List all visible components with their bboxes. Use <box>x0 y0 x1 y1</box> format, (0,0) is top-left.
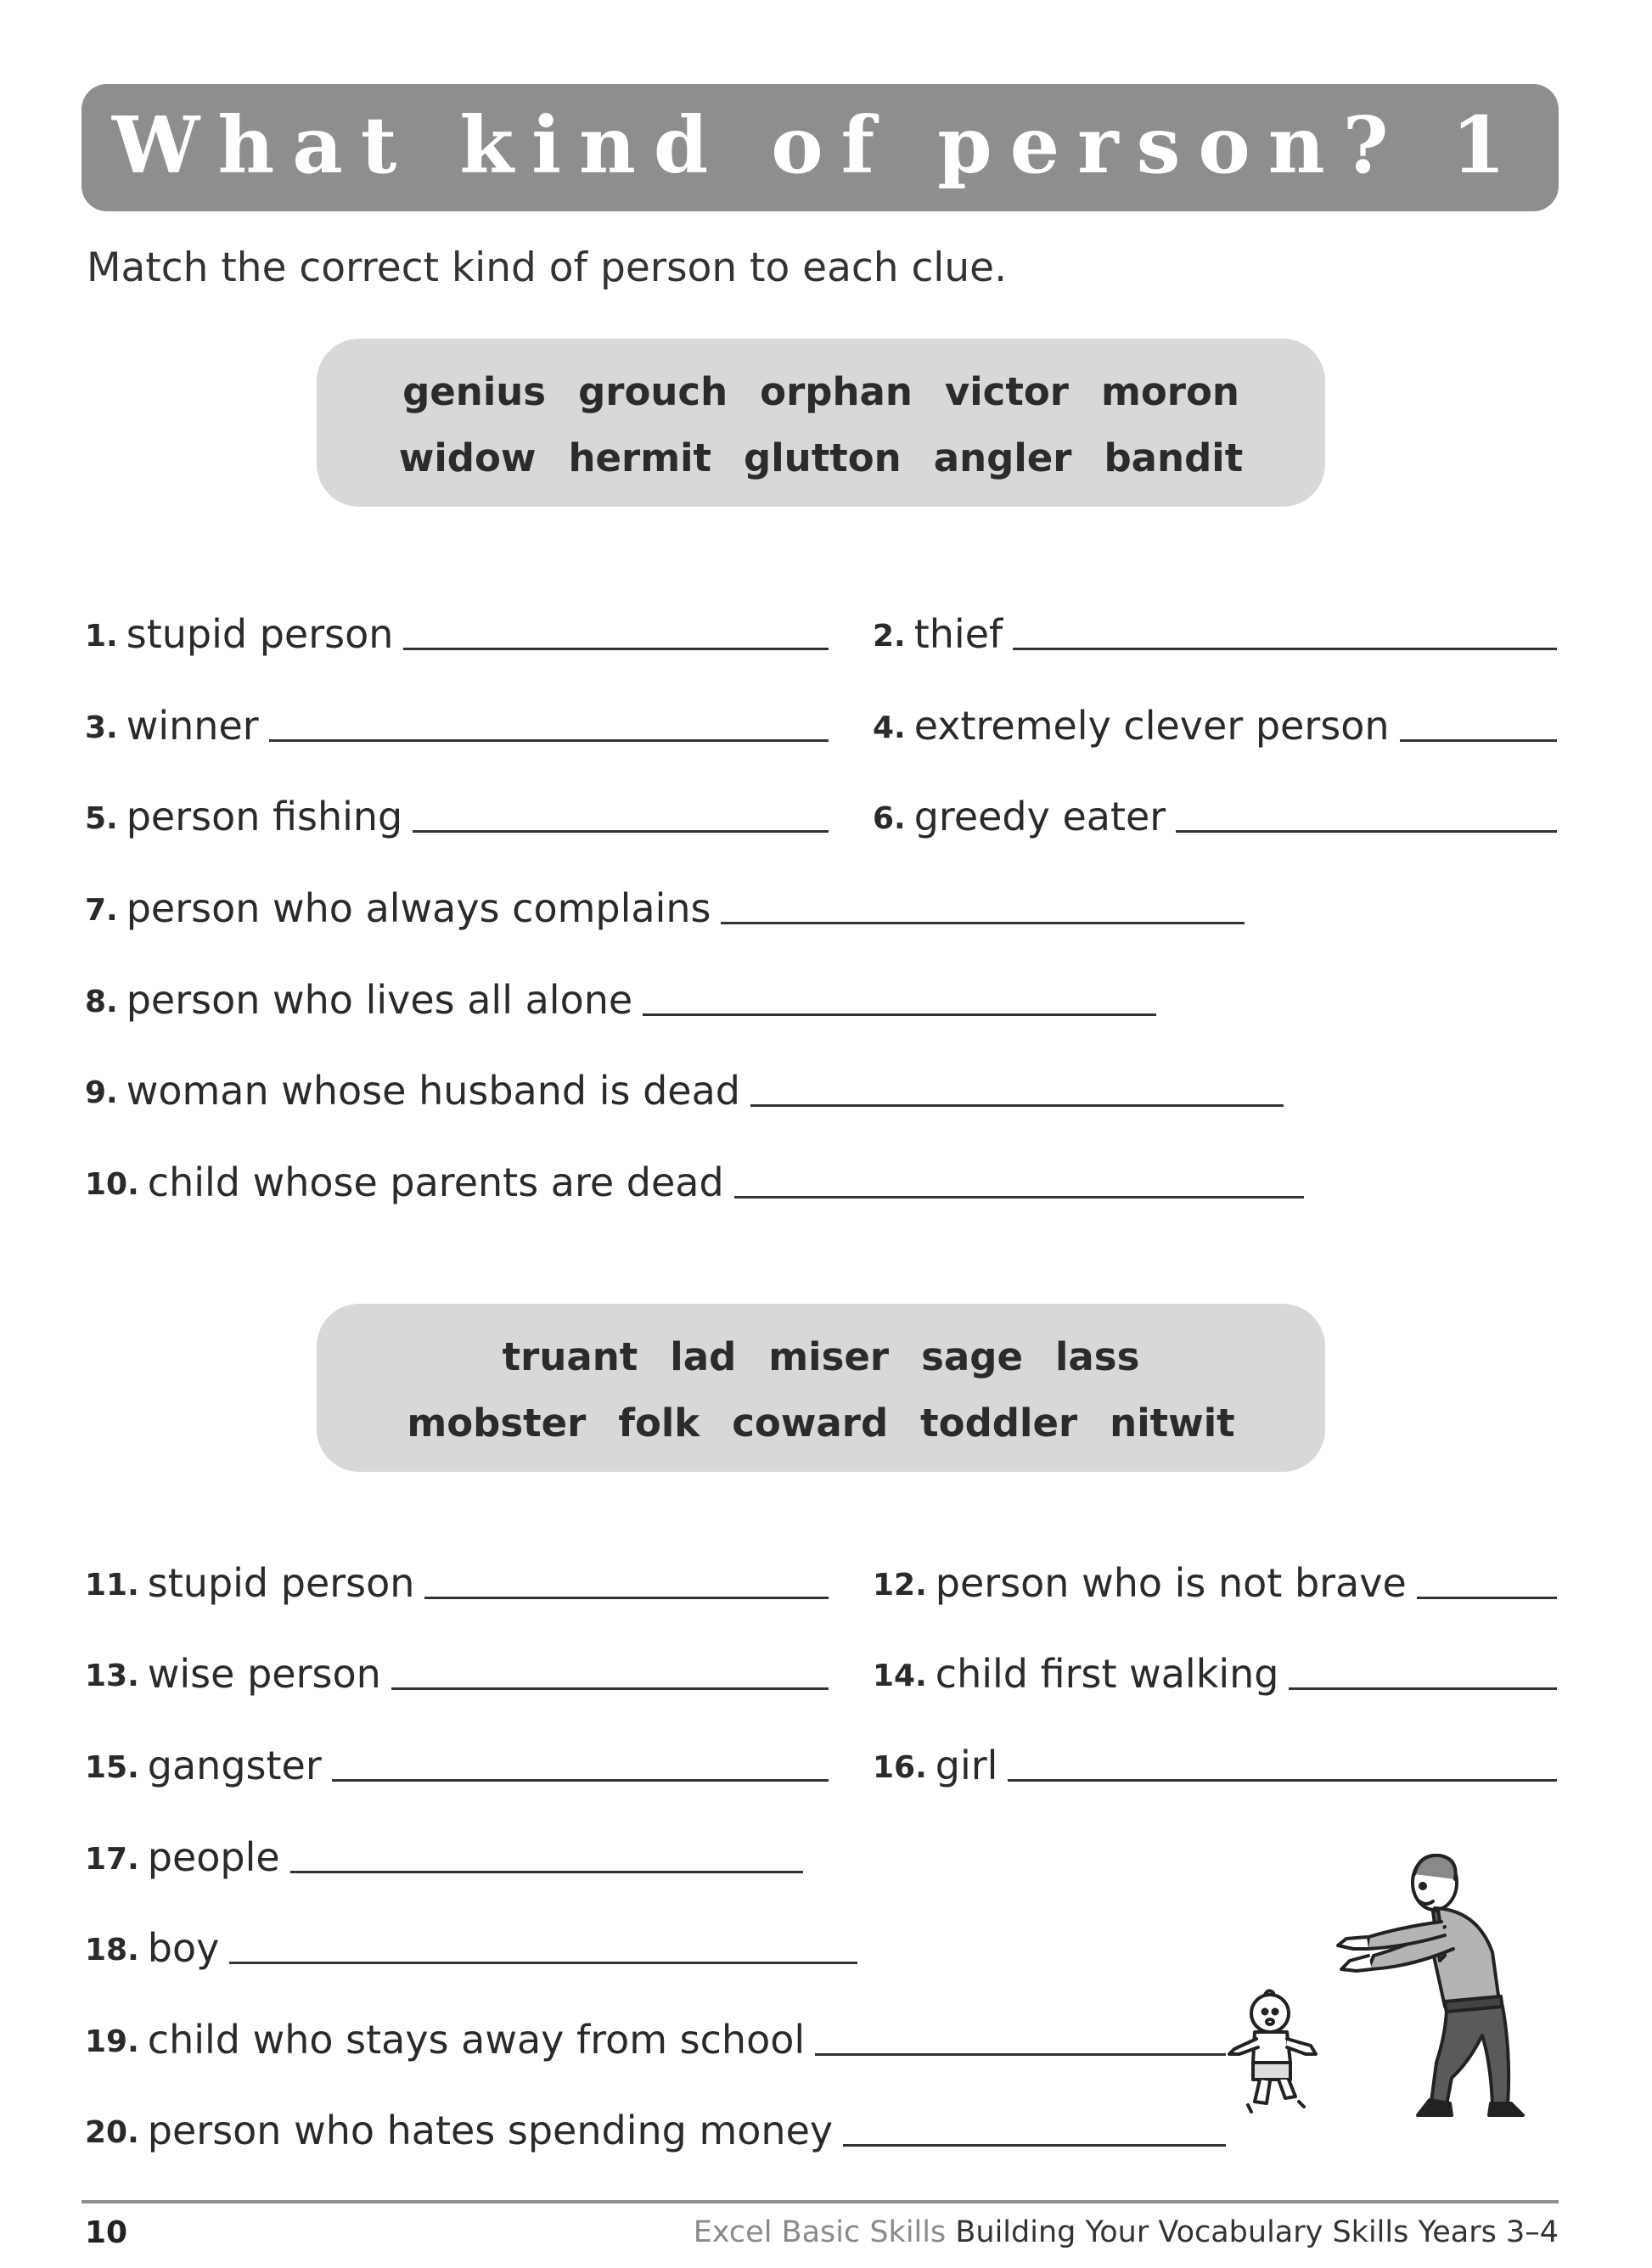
answer-line[interactable] <box>1008 1777 1557 1782</box>
question-number: 18. <box>85 1933 139 1968</box>
question-16 <box>873 1737 1557 1788</box>
question-2 <box>873 606 1557 657</box>
question-number: 3. <box>85 710 118 745</box>
page-number: 10 <box>85 2215 128 2250</box>
answer-line[interactable] <box>1013 646 1557 650</box>
word: coward <box>732 1401 889 1446</box>
word: orphan <box>760 369 913 414</box>
answer-line[interactable] <box>843 2142 1226 2147</box>
series-name: Excel Basic Skills <box>693 2215 947 2249</box>
question-number: 4. <box>873 710 906 745</box>
question-number: 13. <box>85 1659 139 1693</box>
question-clue: child first walking <box>935 1651 1279 1697</box>
question-number: 16. <box>873 1750 927 1785</box>
question-number: 9. <box>85 1075 118 1110</box>
page-title: What kind of person? 1 <box>112 99 1524 191</box>
question-number: 17. <box>85 1842 139 1877</box>
word-bank-1-row-2 <box>317 435 1325 480</box>
question-clue: thief <box>913 611 1003 657</box>
word-bank-2-row-2 <box>317 1401 1325 1446</box>
answer-line[interactable] <box>1417 1595 1557 1599</box>
question-3 <box>85 698 829 749</box>
question-20 <box>85 2102 1226 2153</box>
question-5 <box>85 789 829 839</box>
question-clue: wise person <box>147 1651 381 1697</box>
question-number: 2. <box>873 619 906 654</box>
answer-line[interactable] <box>229 1960 857 1964</box>
word: mobster <box>407 1401 587 1446</box>
word-bank-2-row-1 <box>317 1334 1325 1379</box>
answer-line[interactable] <box>815 2052 1226 2056</box>
question-15 <box>85 1737 829 1788</box>
question-number: 5. <box>85 801 118 836</box>
question-7 <box>85 880 1245 931</box>
word: nitwit <box>1110 1401 1235 1446</box>
word: genius <box>402 369 547 414</box>
question-1 <box>85 606 829 657</box>
question-14 <box>873 1646 1557 1697</box>
question-number: 1. <box>85 619 118 654</box>
question-clue: child whose parents are dead <box>147 1159 724 1205</box>
question-clue: boy <box>147 1925 220 1971</box>
title-banner <box>81 84 1559 211</box>
question-clue: girl <box>935 1743 998 1788</box>
word: folk <box>618 1401 700 1446</box>
word: lad <box>670 1334 737 1379</box>
word: lass <box>1055 1334 1140 1379</box>
question-10 <box>85 1154 1304 1205</box>
answer-line[interactable] <box>424 1595 829 1599</box>
question-number: 8. <box>85 985 118 1019</box>
question-18 <box>85 1920 857 1971</box>
question-6 <box>873 789 1557 839</box>
word: toddler <box>920 1401 1078 1446</box>
man-and-toddler-illustration <box>1222 1850 1579 2156</box>
question-11 <box>85 1555 829 1606</box>
answer-line[interactable] <box>1289 1686 1557 1690</box>
answer-line[interactable] <box>734 1194 1304 1199</box>
question-8 <box>85 972 1156 1023</box>
question-number: 10. <box>85 1167 139 1202</box>
word: grouch <box>578 369 728 414</box>
question-17 <box>85 1829 803 1880</box>
question-clue: gangster <box>147 1743 322 1788</box>
word: moron <box>1100 369 1239 414</box>
question-number: 6. <box>873 801 906 836</box>
question-number: 15. <box>85 1750 139 1785</box>
question-clue: child who stays away from school <box>147 2017 806 2063</box>
question-clue: person fishing <box>126 794 403 839</box>
word-bank-2 <box>317 1304 1325 1472</box>
question-clue: winner <box>126 703 259 749</box>
word: angler <box>933 435 1072 480</box>
question-clue: stupid person <box>126 611 394 657</box>
word: truant <box>502 1334 638 1379</box>
word: hermit <box>568 435 712 480</box>
answer-line[interactable] <box>643 1012 1156 1016</box>
word: glutton <box>744 435 902 480</box>
question-clue: greedy eater <box>913 794 1166 839</box>
footer-book-title <box>694 2215 1559 2249</box>
question-clue: person who is not brave <box>935 1560 1407 1606</box>
question-13 <box>85 1646 829 1697</box>
question-number: 19. <box>85 2024 139 2059</box>
question-clue: person who always complains <box>126 885 711 931</box>
answer-line[interactable] <box>750 1103 1284 1107</box>
question-number: 11. <box>85 1568 139 1603</box>
question-clue: stupid person <box>147 1560 415 1606</box>
question-number: 14. <box>873 1659 927 1693</box>
word: victor <box>944 369 1069 414</box>
question-number: 7. <box>85 893 118 928</box>
answer-line[interactable] <box>391 1686 829 1690</box>
question-clue: woman whose husband is dead <box>126 1068 740 1114</box>
question-clue: person who lives all alone <box>126 977 633 1023</box>
footer-divider <box>81 2200 1559 2203</box>
answer-line[interactable] <box>721 920 1245 924</box>
word-bank-1-row-1 <box>317 369 1325 414</box>
answer-line[interactable] <box>1400 738 1557 742</box>
answer-line[interactable] <box>413 828 829 833</box>
question-clue: people <box>147 1834 280 1880</box>
word: miser <box>768 1334 890 1379</box>
question-19 <box>85 2012 1226 2063</box>
word: widow <box>398 435 537 480</box>
answer-line[interactable] <box>403 646 829 650</box>
word: bandit <box>1104 435 1244 480</box>
question-4 <box>873 698 1557 749</box>
answer-line[interactable] <box>290 1869 803 1873</box>
answer-line[interactable] <box>269 738 829 742</box>
question-number: 20. <box>85 2115 139 2150</box>
question-number: 12. <box>873 1568 927 1603</box>
answer-line[interactable] <box>332 1777 829 1782</box>
word: sage <box>921 1334 1023 1379</box>
answer-line[interactable] <box>1176 828 1557 833</box>
question-9 <box>85 1063 1284 1114</box>
question-12 <box>873 1555 1557 1606</box>
book-title: Building Your Vocabulary Skills Years 3–4 <box>955 2215 1559 2249</box>
question-clue: extremely clever person <box>913 703 1390 749</box>
instruction-text: Match the correct kind of person to each clue. <box>87 244 1008 291</box>
word-bank-1 <box>317 339 1325 507</box>
question-clue: person who hates spending money <box>147 2108 834 2153</box>
